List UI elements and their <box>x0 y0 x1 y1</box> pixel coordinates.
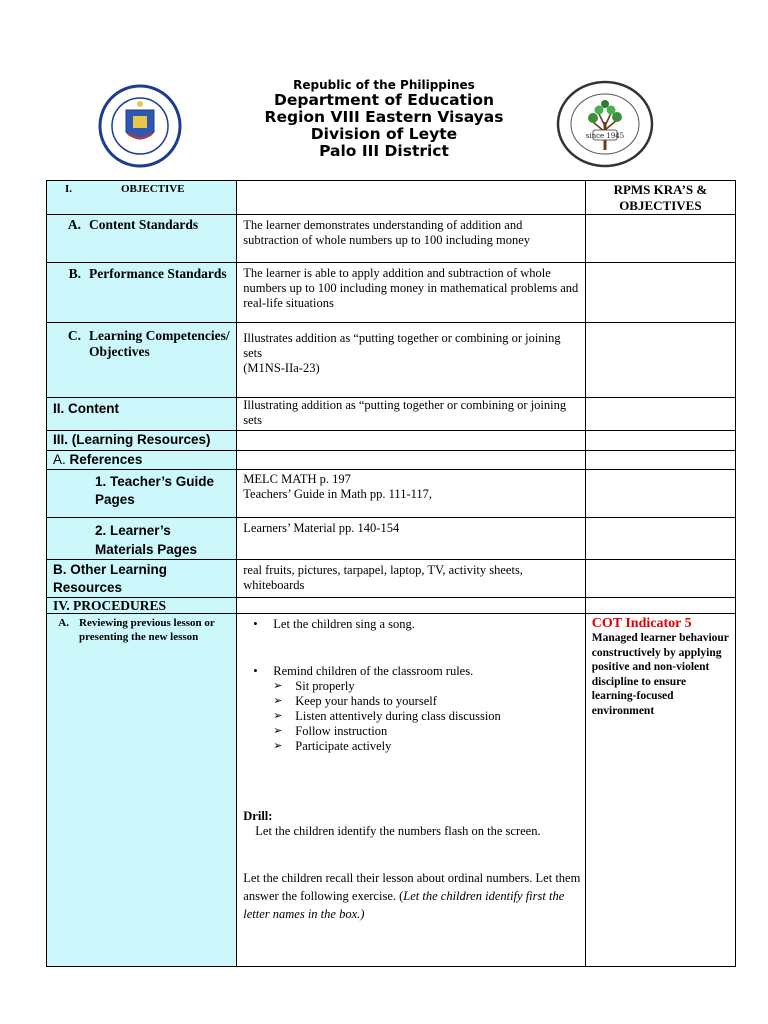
other-resources-text: real fruits, pictures, tarpapel, laptop, TV, activity sheets, whiteboards <box>243 563 523 592</box>
row-learners-materials <box>47 518 736 560</box>
header-region: Region VIII Eastern Visayas <box>264 108 504 126</box>
bullet-classroom-rules: • Remind children of the classroom rules. <box>273 664 581 679</box>
teachers-guide-line1: MELC MATH p. 197 <box>243 472 351 486</box>
row-procedures <box>47 598 736 614</box>
teachers-guide-line2: Teachers’ Guide in Math pp. 111-117, <box>243 487 433 501</box>
header-text-block <box>180 78 588 160</box>
content-standards-label: Content Standards <box>89 217 199 232</box>
drill-title: Drill: <box>243 809 273 823</box>
recall-text: Let the children recall their lesson about ordinal numbers. Let them answer the following exercise. ( <box>243 871 581 903</box>
header-republic: Republic of the Philippines <box>293 78 475 92</box>
row-content <box>47 398 736 431</box>
row-content-standards: A. Content Standards The learner demonstrates understanding of addition and subtraction of whole numbers up to 100 including money <box>47 215 736 263</box>
row-references: A. References <box>47 451 736 470</box>
rule-item: ➢ Sit properly <box>295 679 581 694</box>
svg-text:since 1945: since 1945 <box>585 132 625 140</box>
deped-seal-icon <box>98 84 182 168</box>
document-header <box>0 0 768 181</box>
cot-indicator-title: COT Indicator 5 <box>591 616 692 631</box>
row-performance-standards: B. Performance Standards The learner is able to apply addition and subtraction of whole numbers up to 100 including money in mathematical problems and real-life situations <box>47 263 736 323</box>
content-text: Illustrating addition as “putting together or combining or joining sets <box>243 398 567 427</box>
row-reviewing: A. Reviewing previous lesson or presenting the new lesson • Let the children sing a song. • Remind children of the classroom rules. ➢ Sit properly ➢ Keep your hands to yourself ➢ Listen attentively during class discussion ➢ Follow instruction ➢ Participate actively Drill: Let the children identify the numbers flash on the screen. Let the children recall their lesson about ordinal numbers. Let them answer the following exercise. (Let the children identify first the letter names in the box.) COT Indicator 5 Managed learner behaviour constructively by applying positive and non-violent discipline to ensure learning-focused environment <box>47 614 736 967</box>
rules-list <box>237 679 581 754</box>
learning-resources-label: III. (Learning Resources) <box>53 432 211 447</box>
performance-standards-text: The learner is able to apply addition and subtraction of whole numbers up to 100 including money in mathematical problems and real-life situations <box>243 266 579 310</box>
rule-item: ➢ Keep your hands to yourself <box>295 694 581 709</box>
header-department: Department of Education <box>273 91 495 109</box>
drill-text: Let the children identify the numbers flash on the screen. <box>255 824 541 838</box>
procedures-label: IV. PROCEDURES <box>53 598 167 613</box>
bullet-sing-song: • Let the children sing a song. <box>273 617 581 632</box>
learning-competencies-text: Illustrates addition as “putting together or combining or joining sets <box>243 331 561 360</box>
row-learning-resources <box>47 431 736 451</box>
references-label: References <box>69 452 143 467</box>
learners-materials-label: 2. Learner’s Materials Pages <box>95 523 198 557</box>
header-division: Division of Leyte <box>310 125 458 143</box>
objective-header-cell <box>47 181 237 215</box>
cot-indicator-body: Managed learner behaviour constructively by applying positive and non-violent discipline to ensure learning-focused environment <box>591 632 729 717</box>
content-label: II. Content <box>53 401 119 416</box>
other-resources-label: B. Other Learning Resources <box>53 562 168 595</box>
performance-standards-label: Performance Standards <box>89 266 227 281</box>
lesson-plan-table <box>46 180 736 967</box>
row-learning-competencies: C. Learning Competencies/ Objectives Illustrates addition as “putting together or combining or joining sets (M1NS-IIa-23) <box>47 323 736 398</box>
content-standards-text: The learner demonstrates understanding of addition and subtraction of whole numbers up to 100 including money <box>243 218 531 247</box>
objective-label: OBJECTIVE <box>121 183 185 195</box>
objective-roman: I. <box>65 183 73 195</box>
learners-materials-text: Learners’ Material pp. 140-154 <box>243 521 400 535</box>
objective-blank-cell <box>237 181 586 215</box>
learning-competencies-label: Learning Competencies/ Objectives <box>89 328 230 359</box>
row-other-resources <box>47 560 736 598</box>
rpms-header: RPMS KRA’S & OBJECTIVES <box>585 181 735 215</box>
row-teachers-guide <box>47 470 736 518</box>
header-district: Palo III District <box>319 142 449 160</box>
teachers-guide-label: 1. Teacher’s Guide Pages <box>95 474 215 507</box>
row-objective <box>47 181 736 215</box>
recall-italic: Let the children identify first the letter names in the box.) <box>243 889 565 921</box>
learning-competencies-code: (M1NS-IIa-23) <box>243 361 320 375</box>
reviewing-label: Reviewing previous lesson or presenting the new lesson <box>79 617 215 643</box>
rule-item: ➢ Listen attentively during class discussion <box>295 709 581 724</box>
rule-item: ➢ Follow instruction <box>295 724 581 739</box>
rule-item: ➢ Participate actively <box>295 739 581 754</box>
